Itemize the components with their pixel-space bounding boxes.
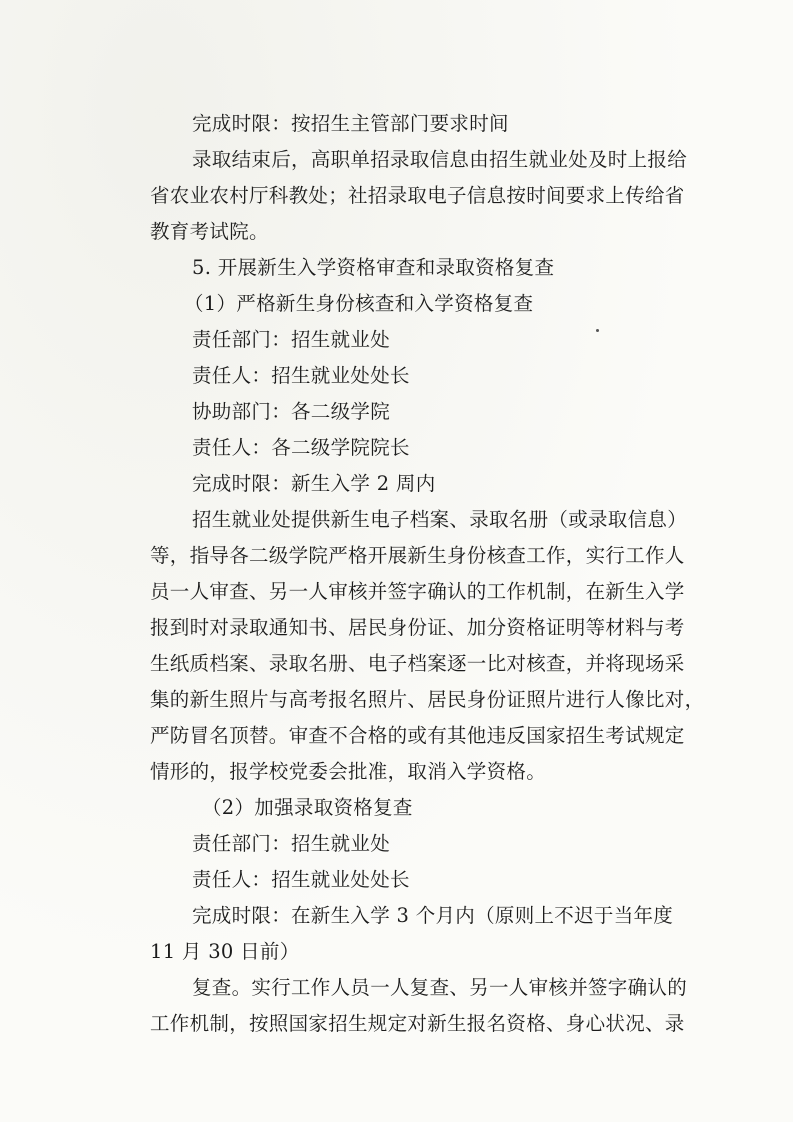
text-line: 工作机制，按照国家招生规定对新生报名资格、身心状况、录 [150,1012,685,1035]
text-line: 11 月 30 日前） [150,940,300,963]
text-line: 录取结束后，高职单招录取信息由招生就业处及时上报给 [192,148,688,171]
text-line: 生纸质档案、录取名册、电子档案逐一比对核查，并将现场采 [150,652,685,675]
text-line: 完成时限：在新生入学 3 个月内（原则上不迟于当年度 [192,904,674,927]
text-line: 责任人：各二级学院院长 [192,436,410,459]
text-line: 完成时限：新生入学 2 周内 [192,472,436,495]
text-line: 员一人审查、另一人审核并签字确认的工作机制，在新生入学 [150,580,685,603]
text-line: 集的新生照片与高考报名照片、居民身份证照片进行人像比对， [150,688,705,711]
text-line: 协助部门：各二级学院 [192,400,391,423]
text-line: 报到时对录取通知书、居民身份证、加分资格证明等材料与考 [150,616,685,639]
text-line: 招生就业处提供新生电子档案、录取名册（或录取信息） [192,508,688,531]
text-line: 严防冒名顶替。审查不合格的或有其他违反国家招生考试规定 [150,724,685,747]
text-line: 教育考试院。 [150,220,269,243]
text-line: 省农业农村厅科教处；社招录取电子信息按时间要求上传给省 [150,184,685,207]
text-line: 责任人：招生就业处处长 [192,868,410,891]
subsection-heading: （1）严格新生身份核查和入学资格复查 [184,292,534,315]
text-line: 责任部门：招生就业处 [192,832,391,855]
text-line: 责任人：招生就业处处长 [192,364,410,387]
subsection-heading: （2）加强录取资格复查 [202,796,413,819]
text-line: 情形的，报学校党委会批准，取消入学资格。 [150,760,547,783]
text-line: 复查。实行工作人员一人复查、另一人审核并签字确认的 [192,976,688,999]
text-line: 完成时限：按招生主管部门要求时间 [192,112,509,135]
section-heading: 5. 开展新生入学资格审查和录取资格复查 [192,256,555,279]
text-line: 责任部门：招生就业处 [192,328,391,351]
document-body [150,106,730,1042]
text-line: 等，指导各二级学院严格开展新生身份核查工作，实行工作人 [150,544,685,567]
scan-speck [596,329,599,332]
